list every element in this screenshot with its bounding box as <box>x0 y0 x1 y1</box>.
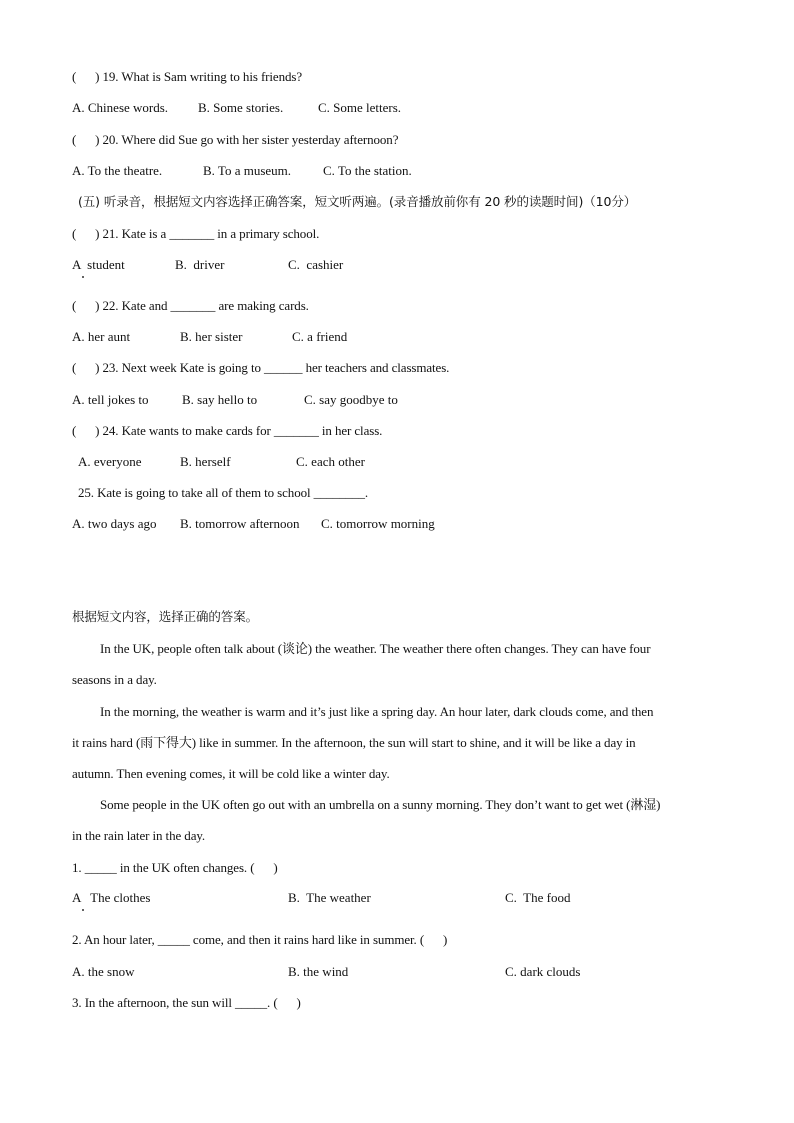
passage-line-5: autumn. Then evening comes, it will be cold like a winter day. <box>72 766 390 781</box>
passage-line-6: Some people in the UK often go out with an umbrella on a sunny morning. They don’t want to get wet (淋湿) <box>100 797 661 812</box>
reading-question-1-stem: 1. _____ in the UK often changes. ( ) <box>72 860 278 875</box>
q24-option-b: B. herself <box>180 454 231 469</box>
reading-question-3-stem: 3. In the afternoon, the sun will _____. ( ) <box>72 995 301 1010</box>
rq1-option-b: B. The weather <box>288 890 371 905</box>
question-19-stem: ( ) 19. What is Sam writing to his friends? <box>72 69 303 84</box>
question-24-stem: ( ) 24. Kate wants to make cards for _______ in her class. <box>72 423 383 438</box>
q23-option-c: C. say goodbye to <box>304 392 398 407</box>
q23-option-b: B. say hello to <box>182 392 258 407</box>
rq1-option-a: A The clothes <box>72 890 151 905</box>
q22-option-b: B. her sister <box>180 329 243 344</box>
q25-option-c: C. tomorrow morning <box>321 516 435 531</box>
q25-option-b: B. tomorrow afternoon <box>180 516 300 531</box>
rq2-option-b: B. the wind <box>288 964 349 979</box>
question-20-stem: ( ) 20. Where did Sue go with her sister yesterday afternoon? <box>72 132 399 147</box>
q25-option-a: A. two days ago <box>72 516 157 531</box>
q21-option-c: C. cashier <box>288 257 344 272</box>
q19-option-b: B. Some stories. <box>198 100 284 115</box>
passage-line-3: In the morning, the weather is warm and it’s just like a spring day. An hour later, dark clouds come, and then <box>100 704 654 719</box>
question-25-stem: 25. Kate is going to take all of them to school ________. <box>78 485 369 500</box>
q20-option-b: B. To a museum. <box>203 163 292 178</box>
q20-option-c: C. To the station. <box>323 163 412 178</box>
q24-option-c: C. each other <box>296 454 365 469</box>
rq1-option-c: C. The food <box>505 890 571 905</box>
question-22-stem: ( ) 22. Kate and _______ are making cards. <box>72 298 309 313</box>
rq1-dot-mark <box>82 909 84 911</box>
passage-line-1: In the UK, people often talk about (谈论) the weather. The weather there often changes. They can have four <box>100 641 651 656</box>
q19-option-a: A. Chinese words. <box>72 100 169 115</box>
rq2-option-a: A. the snow <box>72 964 135 979</box>
question-23-stem: ( ) 23. Next week Kate is going to ______ her teachers and classmates. <box>72 360 450 375</box>
q19-option-c: C. Some letters. <box>318 100 402 115</box>
section-5-heading: (五) 听录音，根据短文内容选择正确答案，短文听两遍。(录音播放前你有 20 秒的读题时间)（10分） <box>78 194 637 209</box>
q22-option-c: C. a friend <box>292 329 348 344</box>
passage-line-2: seasons in a day. <box>72 672 157 687</box>
rq2-option-c: C. dark clouds <box>505 964 581 979</box>
q23-option-a: A. tell jokes to <box>72 392 149 407</box>
q24-option-a: A. everyone <box>78 454 142 469</box>
q21-dot-mark <box>82 276 84 278</box>
passage-line-4: it rains hard (雨下得大) like in summer. In the afternoon, the sun will start to shine, and it will be like a day in <box>72 735 636 750</box>
q20-option-a: A. To the theatre. <box>72 163 163 178</box>
passage-line-7: in the rain later in the day. <box>72 828 206 843</box>
reading-question-2-stem: 2. An hour later, _____ come, and then it rains hard like in summer. ( ) <box>72 932 448 947</box>
q21-option-a: A student <box>72 257 125 272</box>
q21-option-b: B. driver <box>175 257 225 272</box>
question-21-stem: ( ) 21. Kate is a _______ in a primary school. <box>72 226 320 241</box>
reading-instruction: 根据短文内容，选择正确的答案。 <box>72 609 259 624</box>
q22-option-a: A. her aunt <box>72 329 131 344</box>
